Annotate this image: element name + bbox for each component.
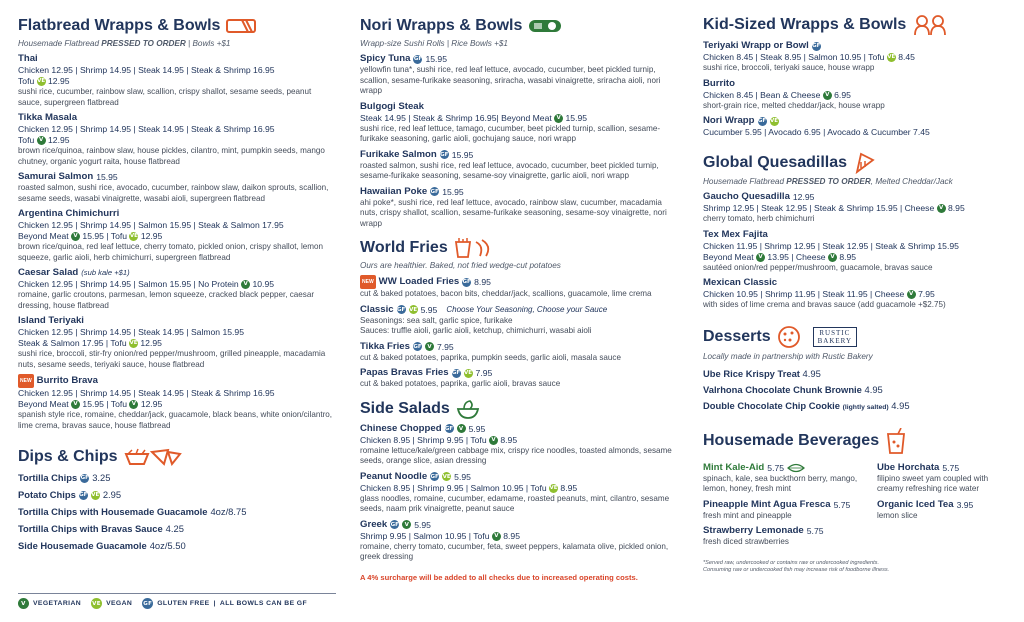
vegan-icon: VE xyxy=(549,484,558,491)
item-name: Tex Mex Fajita xyxy=(703,228,768,240)
dietary-legend: V VEGETARIAN VE VEGAN GF GLUTEN FREE | ALL BOWLS CAN BE GF xyxy=(18,593,336,609)
item-name: Samurai Salmon 15.95 xyxy=(18,171,118,182)
item-description: romaine, garlic croutons, parmesan, lemon squeeze, cracked black pepper, caesar dressing, house flatbread xyxy=(18,290,315,310)
item-description: spanish style rice, romaine, cheddar/jack, guacamole, black beans, white onion/cilantro, lime crema, bravas sauce, house flatbread xyxy=(18,410,333,430)
dessert-item-ube-krispy: Ube Rice Krispy Treat 4.95 xyxy=(703,367,821,379)
item-description: brown rice/quinoa, red leaf lettuce, cherry tomato, pickled onion, crispy shallot, lemon squeeze, garlic aioli, herb chimichurri, supergreen flatbread xyxy=(18,242,324,262)
menu-item-greek xyxy=(360,519,680,563)
beverage-mint-kale-aid xyxy=(703,462,863,495)
legend-gluten-free: GLUTEN FREE xyxy=(157,600,210,607)
quesadilla-icon xyxy=(853,152,875,174)
item-description: Seasonings: sea salt, garlic spice, furikake xyxy=(360,315,513,325)
item-price: Chicken 12.95 | Shrimp 14.95 | Steak 14.95 | Steak & Shrimp 16.95 xyxy=(18,124,275,134)
gluten-free-icon: GF xyxy=(413,343,422,350)
item-name: Burrito xyxy=(703,77,735,89)
vegetarian-icon: V xyxy=(457,424,466,433)
dip-item-chips-bravas: Tortilla Chips with Bravas Sauce 4.25 xyxy=(18,523,184,534)
item-price-2: Beyond Meat V 15.95 | Tofu V 12.95 xyxy=(18,399,163,409)
item-price: Chicken 12.95 | Shrimp 14.95 | Steak 14.95 | Steak & Shrimp 16.95 xyxy=(18,388,275,398)
menu-item-bulgogi-steak xyxy=(360,101,680,145)
vegan-icon: VE xyxy=(409,306,418,313)
vegetarian-icon: V xyxy=(937,204,946,213)
new-badge: NEW xyxy=(18,374,34,388)
item-price: Chicken 8.45 | Steak 8.95 | Salmon 10.95 | Tofu VE 8.45 xyxy=(703,52,915,62)
footnote-line-1: *Served raw, undercooked or contains raw or undercooked ingredients. xyxy=(703,559,879,566)
gluten-free-icon: GF xyxy=(440,151,449,158)
item-name: Classic GF VE 5.95 Choose Your Seasoning, Choose your Sauce xyxy=(360,303,608,315)
menu-item-peanut-noodle xyxy=(360,471,680,515)
beverages-grid xyxy=(703,458,1013,548)
rustic-bakery-logo: RUSTIC BAKERY xyxy=(813,327,857,347)
desserts-subtitle: Locally made in partnership with Rustic Bakery xyxy=(703,351,873,361)
item-name: Tikka Masala xyxy=(18,112,78,123)
vegan-icon: VE xyxy=(442,473,451,480)
vegetarian-icon: V xyxy=(907,290,916,299)
fries-subtitle: Ours are healthier. Baked, not fried wedge-cut potatoes xyxy=(360,261,561,270)
vegetarian-icon: V xyxy=(129,400,138,409)
item-name: Pineapple Mint Agua Fresca 5.75 xyxy=(703,498,851,510)
item-name: Organic Iced Tea 3.95 xyxy=(877,498,974,510)
item-description: cut & baked potatoes, bacon bits, cheddar/jack, scallions, guacamole, lime crema xyxy=(360,289,652,298)
menu-item-thai xyxy=(18,53,336,108)
item-price: Chicken 10.95 | Shrimp 11.95 | Steak 11.95 | Cheese V 7.95 xyxy=(703,289,935,299)
menu-item-argentina-chimichurri xyxy=(18,208,336,263)
gluten-free-icon: GF xyxy=(444,425,454,432)
item-name: Teriyaki Wrapp or Bowl GF xyxy=(703,40,821,51)
flatbread-subtitle: Housemade Flatbread PRESSED TO ORDER | Bowls +$1 xyxy=(18,39,231,48)
nori-subtitle: Wrapp-size Sushi Rolls | Rice Bowls +$1 xyxy=(360,39,508,48)
section-title-beverages xyxy=(703,428,1013,454)
item-description: lemon slice xyxy=(877,510,918,520)
dips-title-text: Dips & Chips xyxy=(18,448,118,465)
item-name: Ube Horchata 5.75 xyxy=(877,461,960,473)
item-price: Chicken 12.95 | Shrimp 14.95 | Steak 14.95 | Steak & Shrimp 16.95 xyxy=(18,65,275,75)
item-description: spinach, kale, sea buckthorn berry, mango, lemon, honey, fresh mint xyxy=(703,473,858,493)
vegetarian-icon: V xyxy=(828,253,837,262)
item-price: Chicken 12.95 | Shrimp 14.95 | Salmon 15.95 | No Protein V 10.95 xyxy=(18,279,275,289)
kids-title-text: Kid-Sized Wrapps & Bowls xyxy=(703,16,907,33)
salad-bowl-icon xyxy=(456,399,480,419)
menu-item-classic-fries xyxy=(360,304,680,337)
section-title-flatbread xyxy=(18,16,336,36)
gluten-free-icon: GF xyxy=(812,43,821,49)
legend-bowls-note: ALL BOWLS CAN BE GF xyxy=(219,600,308,607)
section-title-nori xyxy=(360,16,680,36)
item-description: romaine, cherry tomato, cucumber, feta, sweet peppers, kalamata olive, pickled onion, greek dressing xyxy=(360,541,669,561)
dessert-item-brownie: Valrhona Chocolate Chunk Brownie 4.95 xyxy=(703,383,883,395)
menu-item-spicy-tuna xyxy=(360,53,680,97)
salads-title-text: Side Salads xyxy=(360,399,450,417)
menu-item-ww-loaded-fries xyxy=(360,275,680,300)
kale-leaf-icon xyxy=(787,463,805,473)
item-name: Bulgogi Steak xyxy=(360,100,424,112)
item-name: Furikake Salmon GF 15.95 xyxy=(360,148,474,160)
item-name: Mint Kale-Aid 5.75 xyxy=(703,462,863,474)
menu-item-burrito-kids xyxy=(703,78,1013,112)
item-name: Argentina Chimichurri xyxy=(18,208,120,219)
vegan-icon: VE xyxy=(129,340,138,347)
item-name: Strawberry Lemonade 5.75 xyxy=(703,525,824,536)
dip-item-tortilla-chips: Tortilla Chips GF 3.25 xyxy=(18,472,111,483)
vegan-icon: VE xyxy=(887,54,896,61)
vegan-icon: VE xyxy=(91,492,100,498)
vegetarian-icon: V xyxy=(492,532,501,541)
item-description: fresh mint and pineapple xyxy=(703,510,792,520)
item-name: Gaucho Quesadilla 12.95 xyxy=(703,191,815,202)
gluten-free-icon: GF xyxy=(80,475,89,481)
item-description: roasted salmon, sushi rice, red leaf lettuce, avocado, cucumber, beet pickled turnip, sesame-furikake seasoning, sesame-soy vinaigrette, garlic aioli, nori wrapp xyxy=(360,160,659,180)
section-title-kids xyxy=(703,14,1013,36)
quesadillas-subtitle: Housemade Flatbread PRESSED TO ORDER, Melted Cheddar/Jack xyxy=(703,177,953,186)
beverages-column-left xyxy=(703,458,863,548)
item-name: Tikka Fries GF V 7.95 xyxy=(360,340,454,352)
menu-item-chinese-chopped xyxy=(360,423,680,467)
item-description: brown rice/quinoa, rainbow slaw, house pickles, cilantro, mint, pumpkin seeds, mango chutney, organic yogurt raita, house flatbread xyxy=(18,146,325,166)
vegetarian-icon: V xyxy=(554,114,563,123)
item-description: ahi poke*, sushi rice, red leaf lettuce, avocado, rainbow slaw, cucumber, macadamia nuts, crispy shallot, scallion, sesame-furikake seasoning, sesame-soy vinaigrette, nori wrapp xyxy=(360,197,667,228)
menu-item-gaucho-quesadilla xyxy=(703,191,1013,225)
item-price-2: Tofu V 12.95 xyxy=(18,135,70,145)
menu-item-tikka-fries xyxy=(360,341,680,364)
dessert-item-cookie: Double Chocolate Chip Cookie (lightly salted) 4.95 xyxy=(703,399,910,411)
menu-item-burrito-brava xyxy=(18,374,336,431)
menu-item-papas-bravas-fries xyxy=(360,367,680,390)
menu-item-samurai-salmon xyxy=(18,171,336,204)
nori-title-text: Nori Wrapps & Bowls xyxy=(360,17,523,34)
item-description: filipino sweet yam coupled with creamy refreshing rice water xyxy=(877,473,989,493)
beverage-strawberry-lemonade xyxy=(703,525,863,548)
item-price-2: Beyond Meat V 15.95 | Tofu VE 12.95 xyxy=(18,231,163,241)
item-name: NEW Burrito Brava xyxy=(20,375,98,386)
item-description: short-grain rice, melted cheddar/jack, house wrapp xyxy=(703,100,885,110)
section-title-dips xyxy=(18,447,336,467)
gluten-free-icon: GF xyxy=(462,279,471,285)
beverages-title-text: Housemade Beverages xyxy=(703,431,880,449)
vegetarian-icon: V xyxy=(71,400,80,409)
item-description: cut & baked potatoes, paprika, garlic aioli, bravas sauce xyxy=(360,379,561,388)
item-price: Shrimp 9.95 | Salmon 10.95 | Tofu V 8.95 xyxy=(360,530,520,541)
cookie-icon xyxy=(777,325,801,349)
item-name: Chinese Chopped GF V 5.95 xyxy=(360,422,486,434)
menu-item-teriyaki-kids xyxy=(703,40,1013,74)
item-name: Island Teriyaki xyxy=(18,315,84,326)
item-name: Greek GF V 5.95 xyxy=(360,518,431,530)
item-description: cherry tomato, herb chimichurri xyxy=(703,214,815,223)
vegetarian-icon: V xyxy=(71,232,80,241)
item-price-2: Tofu VE 12.95 xyxy=(18,76,70,86)
menu-item-tex-mex-fajita xyxy=(703,229,1013,274)
footnote-line-2: Consuming raw or undercooked fish may increase risk of foodborne illness. xyxy=(703,566,890,573)
menu-item-mexican-classic xyxy=(703,277,1013,311)
item-price: Chicken 12.95 | Shrimp 14.95 | Salmon 15.95 | Steak & Salmon 17.95 xyxy=(18,220,284,230)
vegetarian-icon: V xyxy=(37,136,46,145)
dip-item-side-guacamole: Side Housemade Guacamole 4oz/5.50 xyxy=(18,540,186,551)
gluten-free-icon: GF xyxy=(396,306,406,313)
section-title-salads xyxy=(360,399,680,419)
vegan-icon: VE xyxy=(129,233,138,240)
item-description: sushi rice, cucumber, rainbow slaw, scallion, crispy shallot, sesame seeds, peanut sauce, supergreen flatbread xyxy=(18,87,312,107)
vegan-icon: VE xyxy=(37,78,46,85)
item-description-2: Sauces: truffle aioli, garlic aioli, ketchup, chimichurri, wasabi aioli xyxy=(360,326,592,335)
gluten-free-icon: GF xyxy=(451,370,461,376)
item-name: Peanut Noodle GF VE 5.95 xyxy=(360,470,471,482)
section-title-desserts xyxy=(703,325,1013,349)
desserts-title-text: Desserts xyxy=(703,327,771,345)
drink-cup-icon xyxy=(885,428,907,454)
vegetarian-icon: V xyxy=(402,520,411,529)
item-name: Hawaiian Poke GF 15.95 xyxy=(360,185,464,197)
column-middle xyxy=(360,16,680,582)
item-description: yellowfin tuna*, sushi rice, red leaf lettuce, avocado, cucumber, beet pickled turnip, scallion, sesame-furikake seasoning, sriracha, wasabi vinaigrette, sriracha aioli, nori wrapp xyxy=(360,65,661,95)
gluten-free-icon: GF xyxy=(413,56,423,62)
item-name: Thai xyxy=(18,53,38,64)
menu-item-caesar-salad xyxy=(18,267,336,311)
gluten-free-icon: GF xyxy=(390,521,399,528)
fries-icon xyxy=(454,238,494,258)
surcharge-notice: A 4% surcharge will be added to all checks due to increased operating costs. xyxy=(360,572,638,582)
item-description: cut & baked potatoes, paprika, pumpkin seeds, garlic aioli, masala sauce xyxy=(360,352,621,362)
chips-bowl-icon xyxy=(124,448,182,466)
new-badge: NEW xyxy=(360,275,376,289)
legend-vegetarian: VEGETARIAN xyxy=(33,600,82,607)
item-price: Chicken 12.95 | Shrimp 14.95 | Steak 14.95 | Salmon 15.95 xyxy=(18,327,244,337)
vegetarian-icon: V xyxy=(823,91,832,100)
item-name: Spicy Tuna GF 15.95 xyxy=(360,53,447,64)
fries-title-text: World Fries xyxy=(360,239,448,256)
item-description: sushi rice, broccoli, stir-fry onion/red pepper/mushroom, grilled pineapple, macadamia nuts, sesame seeds, teriyaki sauce, house flatbread xyxy=(18,349,326,369)
raw-food-footnote xyxy=(703,560,1013,574)
column-left xyxy=(18,16,336,552)
beverage-pineapple-agua-fresca xyxy=(703,499,863,522)
section-title-fries xyxy=(360,238,680,258)
vegan-icon: VE xyxy=(91,598,102,609)
item-description: sushi rice, broccoli, teriyaki sauce, house wrapp xyxy=(703,63,875,72)
item-price-2: Beyond Meat V 13.95 | Cheese V 8.95 xyxy=(703,251,857,262)
vegetarian-icon: V xyxy=(756,253,765,262)
item-description: with sides of lime crema and bravas sauce (add guacamole +$2.75) xyxy=(703,300,946,309)
gluten-free-icon: GF xyxy=(142,598,153,609)
beverages-column-right xyxy=(877,458,1013,548)
item-price-2: Steak & Salmon 17.95 | Tofu VE 12.95 xyxy=(18,338,162,348)
item-price: Chicken 8.95 | Shrimp 9.95 | Tofu V 8.95 xyxy=(360,434,518,445)
item-name: Papas Bravas Fries GF VE 7.95 xyxy=(360,367,493,378)
vegan-icon: VE xyxy=(770,118,779,124)
kids-icon xyxy=(912,14,948,36)
quesadillas-title-text: Global Quesadillas xyxy=(703,154,848,171)
item-name: NEW WW Loaded Fries GF 8.95 xyxy=(362,276,491,287)
item-price: Chicken 11.95 | Shrimp 12.95 | Steak 12.95 | Steak & Shrimp 15.95 xyxy=(703,240,959,251)
gluten-free-icon: GF xyxy=(79,492,88,498)
item-description: sautéed onion/red pepper/mushroom, guacamole, bravas sauce xyxy=(703,262,933,272)
vegetarian-icon: V xyxy=(489,436,498,445)
dip-item-chips-guacamole: Tortilla Chips with Housemade Guacamole 4oz/8.75 xyxy=(18,506,247,517)
dip-item-potato-chips: Potato Chips GF VE 2.95 xyxy=(18,489,122,500)
sushi-roll-icon xyxy=(528,18,562,34)
gluten-free-icon: GF xyxy=(430,473,439,480)
gluten-free-icon: GF xyxy=(430,188,439,195)
beverage-ube-horchata xyxy=(877,462,1013,495)
menu-item-furikake-salmon xyxy=(360,149,680,182)
item-description: fresh diced strawberries xyxy=(703,537,789,546)
vegetarian-icon: V xyxy=(18,598,29,609)
item-description: roasted salmon, sushi rice, avocado, cucumber, rainbow slaw, daikon sprouts, scallion, sesame seeds, wasabi vinaigrette, wasabi aioli, supergreen flatbread xyxy=(18,183,329,203)
item-description: sushi rice, red leaf lettuce, tamago, cucumber, beet pickled turnip, scallion, sesame-furikake seasoning, garlic aioli, gochujang sauce, nori wrapp xyxy=(360,123,661,143)
vegetarian-icon: V xyxy=(241,280,250,289)
menu-item-island-teriyaki xyxy=(18,315,336,370)
item-price: Cucumber 5.95 | Avocado 6.95 | Avocado & Cucumber 7.45 xyxy=(703,127,930,137)
menu-item-nori-kids xyxy=(703,115,1013,138)
item-name: Caesar Salad (sub kale +$1) xyxy=(18,267,130,278)
item-name: Nori Wrapp GF VE xyxy=(703,115,779,126)
section-title-quesadillas xyxy=(703,152,1013,174)
beverage-organic-iced-tea xyxy=(877,499,1013,522)
menu-item-tikka-masala xyxy=(18,112,336,167)
legend-vegan: VEGAN xyxy=(106,600,133,607)
menu-item-hawaiian-poke xyxy=(360,186,680,230)
item-name: Mexican Classic xyxy=(703,277,778,288)
item-description: romaine lettuce/kale/green cabbage mix, crispy rice noodles, toasted almonds, sesame seeds, orange slice, asian dressing xyxy=(360,445,672,465)
item-price: Steak 14.95 | Steak & Shrimp 16.95| Beyond Meat V 15.95 xyxy=(360,112,588,123)
flatbread-title-text: Flatbread Wrapps & Bowls xyxy=(18,17,221,34)
flatbread-wrap-icon xyxy=(226,18,256,34)
item-description: glass noodles, romaine, cucumber, edamame, roasted peanuts, mint, cilantro, sesame seeds, naam prik vinaigrette, peanut sauce xyxy=(360,493,670,513)
vegan-icon: VE xyxy=(464,370,473,376)
item-price: Chicken 8.45 | Bean & Cheese V 6.95 xyxy=(703,89,851,100)
gluten-free-icon: GF xyxy=(757,118,767,124)
column-right xyxy=(703,14,1013,574)
item-price: Shrimp 12.95 | Steak 12.95 | Steak & Shrimp 15.95 | Cheese V 8.95 xyxy=(703,203,965,213)
vegetarian-icon: V xyxy=(425,342,434,351)
item-price: Chicken 8.95 | Shrimp 9.95 | Salmon 10.95 | Tofu VE 8.95 xyxy=(360,482,578,493)
